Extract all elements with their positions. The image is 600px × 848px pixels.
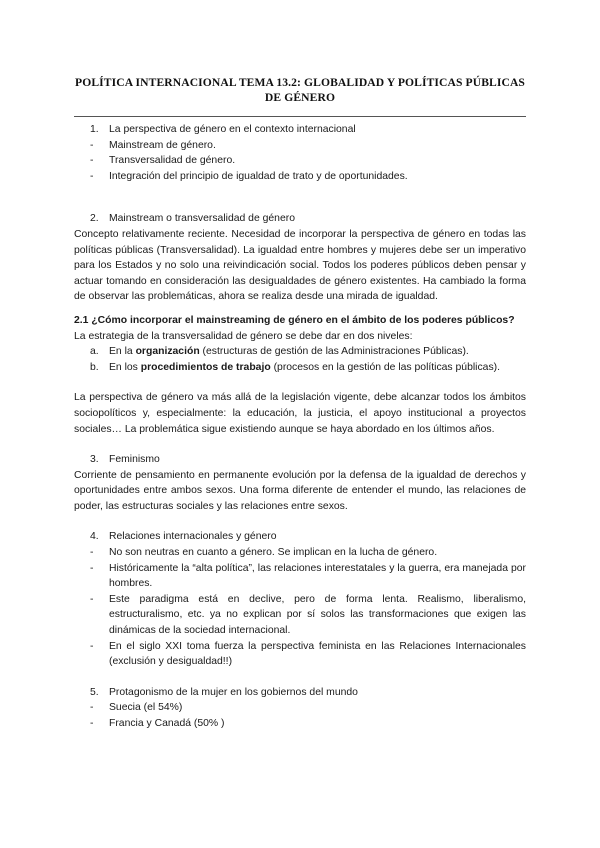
level-suffix: (estructuras de gestión de las Administraciones Públicas). [199, 346, 469, 358]
dash-marker: - [90, 155, 94, 167]
toc-bullet-text: Integración del principio de igualdad de trato y de oportunidades. [109, 170, 408, 182]
section-4-heading [74, 529, 526, 545]
level-bold-term: procedimientos de trabajo [140, 361, 271, 373]
bullet-text: Suecia (el 54%) [109, 702, 183, 714]
section-2-1-paragraph: La perspectiva de género va más allá de la legislación vigente, debe alcanzar todos los ámbitos sociopolíticos y, especialmente: la educación, la justicia, el apoyo institucional a proyectos sociales… La problemática sigue existiendo aunque se haya abordado en los últimos años. [74, 392, 526, 435]
section-heading-text: Protagonismo de la mujer en los gobiernos del mundo [109, 686, 358, 698]
bullet-text: En el siglo XXI toma fuerza la perspectiva feminista en las Relaciones Internacionales (exclusión y desigualdad!!) [109, 640, 526, 668]
toc-bullet [74, 169, 526, 185]
document-body [74, 122, 526, 732]
dash-marker: - [90, 562, 94, 574]
level-bold-term: organización [135, 346, 200, 358]
list-marker: 5. [90, 686, 99, 698]
section-5-bullet [74, 700, 526, 716]
toc-bullet [74, 153, 526, 169]
dash-marker: - [90, 640, 94, 652]
list-marker: b. [90, 361, 99, 373]
dash-marker: - [90, 702, 94, 714]
level-item-a [74, 344, 526, 360]
section-2-heading [74, 211, 526, 227]
dash-marker: - [90, 139, 94, 151]
section-5-bullet [74, 716, 526, 732]
level-item-b [74, 360, 526, 376]
toc-item-1 [74, 122, 526, 138]
toc-bullet-text: Transversalidad de género. [109, 155, 236, 167]
bullet-text: Este paradigma está en declive, pero de forma lenta. Realismo, liberalismo, estructuralismo, etc. ya no explican por sí solos las transformaciones que exigen las dinámicas de la sociedad internacional. [109, 593, 526, 637]
section-4-bullet [74, 639, 526, 670]
dash-marker: - [90, 547, 94, 559]
list-marker: a. [90, 346, 99, 358]
section-4-bullet [74, 592, 526, 639]
section-5-heading [74, 685, 526, 701]
toc-bullet-text: Mainstream de género. [109, 139, 216, 151]
section-2-1-heading: 2.1 ¿Cómo incorporar el mainstreaming de género en el ámbito de los poderes públicos? [74, 314, 515, 326]
section-4-bullet [74, 545, 526, 561]
bullet-text: No son neutras en cuanto a género. Se implican en la lucha de género. [109, 547, 438, 559]
section-3-paragraph: Corriente de pensamiento en permanente evolución por la defensa de la igualdad de derechos y oportunidades entre ambos sexos. Una forma diferente de entender el mundo, las relaciones de poder, las estructuras sociales y las relaciones entre sexos. [74, 469, 526, 512]
dash-marker: - [90, 170, 94, 182]
title-divider [74, 116, 526, 117]
section-3-heading [74, 452, 526, 468]
section-2-1-intro: La estrategia de la transversalidad de género se debe dar en dos niveles: [74, 330, 413, 342]
bullet-text: Históricamente la “alta política”, las relaciones interestatales y la guerra, era manejada por hombres. [109, 562, 526, 590]
list-marker: 1. [90, 124, 99, 135]
section-heading-text: Relaciones internacionales y género [109, 531, 277, 543]
toc-item-text: La perspectiva de género en el contexto internacional [109, 124, 356, 135]
list-marker: 4. [90, 531, 99, 543]
dash-marker: - [90, 593, 94, 605]
section-4-bullet [74, 561, 526, 592]
dash-marker: - [90, 718, 94, 729]
list-marker: 2. [90, 213, 99, 225]
section-2-paragraph: Concepto relativamente reciente. Necesidad de incorporar la perspectiva de género en todas las políticas públicas (Transversalidad). La igualdad entre hombres y mujeres debe ser un imperativo para los Estados y no solo una reivindicación social. Todos los poderes públicos deben pensar y actuar tomando en consideración las desigualdades de género existentes. Ha cambiado la forma de observar las problemáticas, ahora se realiza desde una mirada de igualdad. [74, 228, 526, 303]
level-prefix: En los [109, 361, 141, 373]
document-title: POLÍTICA INTERNACIONAL TEMA 13.2: GLOBALIDAD Y POLÍTICAS PÚBLICAS DE GÉNERO [75, 76, 525, 104]
level-prefix: En la [109, 346, 136, 358]
level-suffix: (procesos en la gestión de las políticas públicas). [270, 361, 500, 373]
section-heading-text: Mainstream o transversalidad de género [109, 213, 295, 225]
section-heading-text: Feminismo [109, 454, 160, 466]
list-marker: 3. [90, 454, 99, 466]
toc-bullet [74, 138, 526, 154]
bullet-text: Francia y Canadá (50% ) [109, 718, 225, 729]
